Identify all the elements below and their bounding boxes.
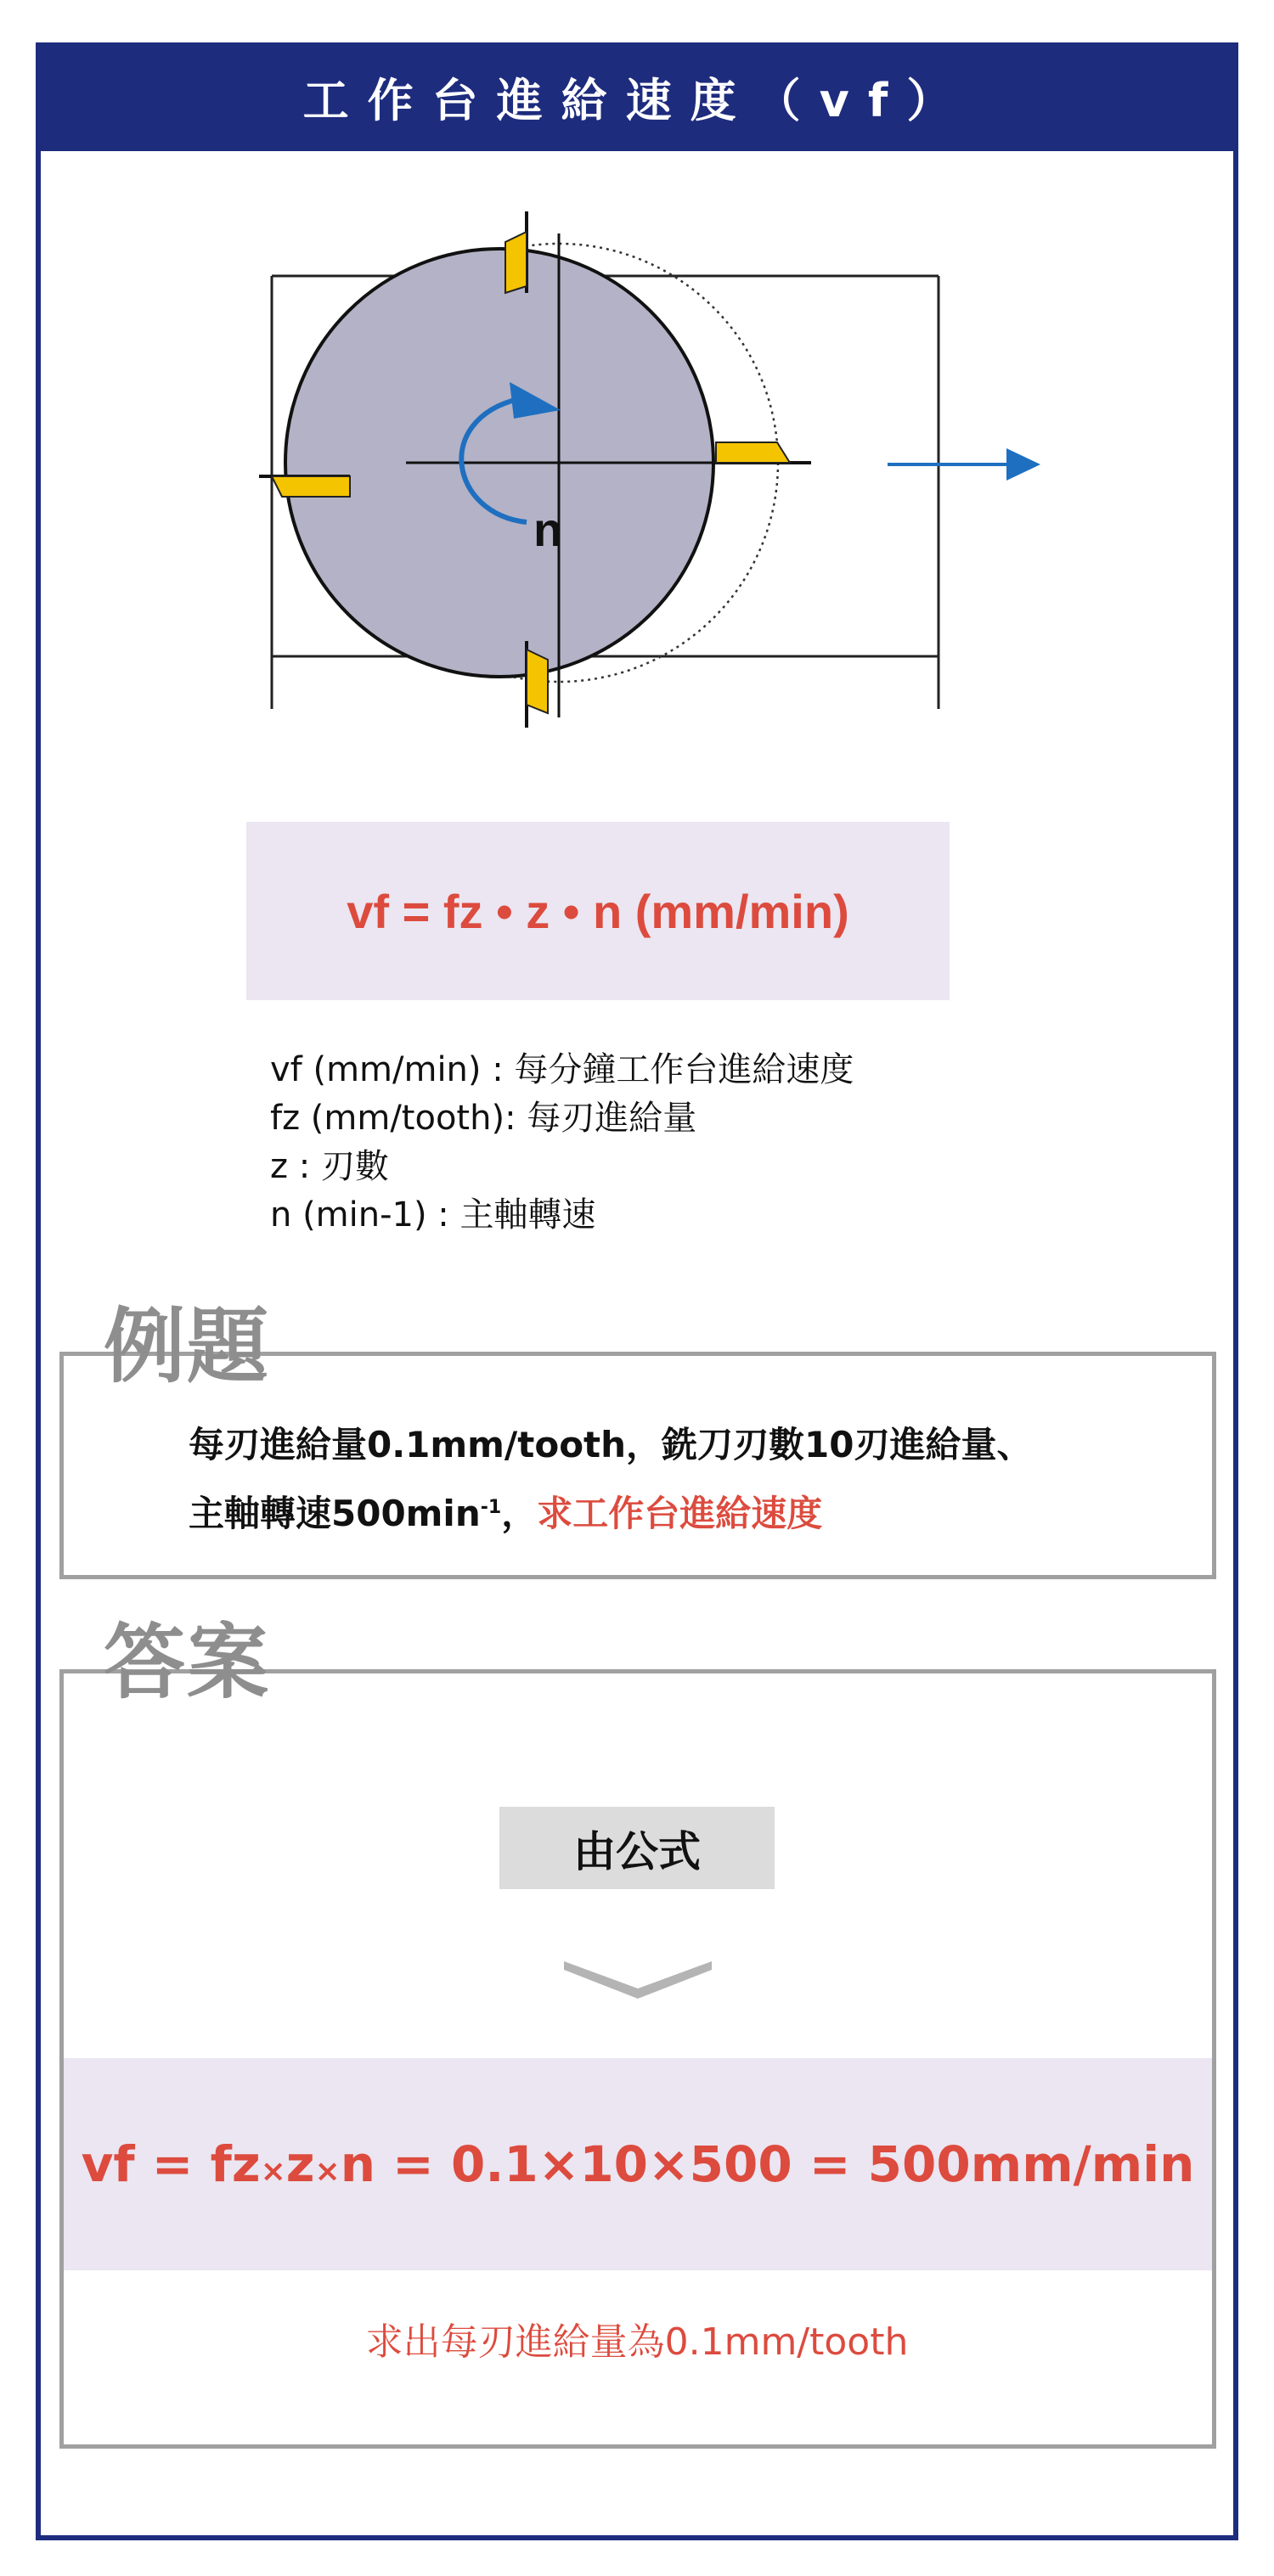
chevron-down-icon: [564, 1954, 712, 2002]
formula-label-badge: 由公式: [499, 1807, 775, 1889]
result-calculation: [82, 2135, 1195, 2193]
unit-exponent: -1: [480, 1497, 502, 1518]
feed-direction-arrow-icon: [888, 448, 1040, 481]
multiply-sign-1: ×: [260, 2154, 286, 2189]
conclusion-text: 求出每刃進給量為0.1mm/tooth: [365, 2320, 909, 2364]
definition-fz: fz (mm/tooth): 每刃進給量: [270, 1099, 697, 1138]
rotation-label: n: [533, 503, 563, 556]
cutting-insert-top: [505, 211, 527, 293]
example-problem: [189, 1414, 1032, 1545]
answer-tag: 答案: [104, 1615, 270, 1710]
example-line-2: [189, 1476, 1032, 1545]
definition-vf: vf (mm/min) : 每分鐘工作台進給速度: [270, 1050, 854, 1089]
definition-n: n (min-1) : 主軸轉速: [270, 1195, 596, 1235]
example-question: 求工作台進給速度: [537, 1493, 823, 1534]
cutting-insert-right: [712, 442, 811, 463]
result-part-2: z: [285, 2135, 315, 2193]
definition-z: z : 刃數: [270, 1147, 389, 1186]
result-part-1: vf = fz: [81, 2135, 261, 2193]
variable-definitions: [270, 1046, 854, 1240]
example-line-2-text: 主軸轉速500min: [189, 1493, 481, 1534]
example-separator: ，: [501, 1493, 538, 1534]
formula-box: [246, 822, 950, 1000]
multiply-sign-2: ×: [314, 2154, 341, 2189]
example-line-1: 每刃進給量0.1mm/tooth，銑刀刃數10刃進給量、: [189, 1424, 1033, 1465]
feed-rate-formula: vf = fz • z • n (mm/min): [347, 884, 849, 938]
milling-diagram: [246, 208, 1062, 743]
example-tag: 例題: [104, 1299, 270, 1394]
result-part-3: n = 0.1×10×500 = 500mm/min: [340, 2135, 1195, 2193]
page-title: 工作台進給速度（vf）: [36, 42, 1238, 151]
result-band: [64, 2058, 1212, 2270]
